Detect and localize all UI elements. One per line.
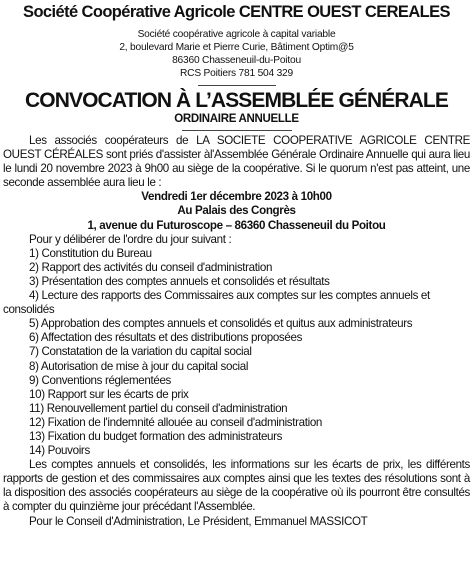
- notice-body: [3, 134, 470, 529]
- company-info-line: 2, boulevard Marie et Pierre Curie, Bâtiment Optim@5: [119, 42, 354, 53]
- agenda-item: 12) Fixation de l'indemnité allouée au conseil d'administration: [29, 415, 323, 429]
- agenda-item: 9) Conventions réglementées: [29, 373, 171, 387]
- company-info-line: 86360 Chasseneuil-du-Poitou: [172, 55, 301, 66]
- agenda-item: 4) Lecture des rapports des Commissaires aux comptes sur les comptes annuels et consolidés: [3, 289, 430, 317]
- second-meeting-date: Vendredi 1er décembre 2023 à 10h00: [141, 190, 332, 204]
- notice-subtitle: ORDINAIRE ANNUELLE: [174, 113, 299, 125]
- agenda-item: 8) Autorisation de mise à jour du capital social: [29, 359, 249, 373]
- intro-paragraph: Les associés coopérateurs de LA SOCIETE COOPERATIVE AGRICOLE CENTRE OUEST CÉRÉALES sont priés d'assister àl'Assemblée Générale Ordinaire Annuelle qui aura lieu le lundi 20 novembre 2023 à 9h00 au siège de la coopérative. Si le quorum n'est pas atteint, une seconde assemblée aura lieu le :: [3, 134, 470, 190]
- second-meeting-venue: Au Palais des Congrès: [177, 204, 296, 218]
- agenda-intro: Pour y délibérer de l'ordre du jour suivant :: [29, 232, 232, 246]
- agenda-item: 3) Présentation des comptes annuels et consolidés et résultats: [29, 274, 330, 288]
- agenda-item: 13) Fixation du budget formation des administrateurs: [29, 429, 283, 443]
- agenda-item: 11) Renouvellement partiel du conseil d'administration: [29, 401, 288, 415]
- divider: [182, 130, 292, 131]
- agenda-list: [3, 247, 470, 458]
- agenda-item: 2) Rapport des activités du conseil d'administration: [29, 260, 273, 274]
- agenda-item: 14) Pouvoirs: [29, 444, 90, 458]
- company-info-line: Société coopérative agricole à capital variable: [137, 29, 336, 40]
- agenda-item: 6) Affectation des résultats et des distributions proposées: [29, 331, 303, 345]
- notice-title: CONVOCATION À L’ASSEMBLÉE GÉNÉRALE: [25, 89, 448, 112]
- agenda-item: 10) Rapport sur les écarts de prix: [29, 387, 189, 401]
- agenda-item: 7) Constatation de la variation du capital social: [29, 345, 252, 359]
- agenda-item: 5) Approbation des comptes annuels et consolidés et quitus aux administrateurs: [29, 317, 413, 331]
- agenda-item: 1) Constitution du Bureau: [29, 246, 152, 260]
- signature: Pour le Conseil d'Administration, Le Président, Emmanuel MASSICOT: [29, 514, 368, 528]
- company-info-line: RCS Poitiers 781 504 329: [180, 68, 293, 79]
- divider: [198, 85, 276, 86]
- company-info: [3, 28, 470, 80]
- company-name: Société Coopérative Agricole CENTRE OUEST CEREALES: [23, 3, 450, 21]
- second-meeting-address: 1, avenue du Futuroscope – 86360 Chasseneuil du Poitou: [87, 218, 386, 232]
- closing-paragraph: Les comptes annuels et consolidés, les informations sur les écarts de prix, les différents rapports de gestion et des commissaires aux comptes ainsi que les textes des résolutions sont à la disposition des associés coopérateurs au siège de la coopérative où ils pourront être consultés à compter du quinzième jour précédant l'Assemblée.: [3, 458, 470, 514]
